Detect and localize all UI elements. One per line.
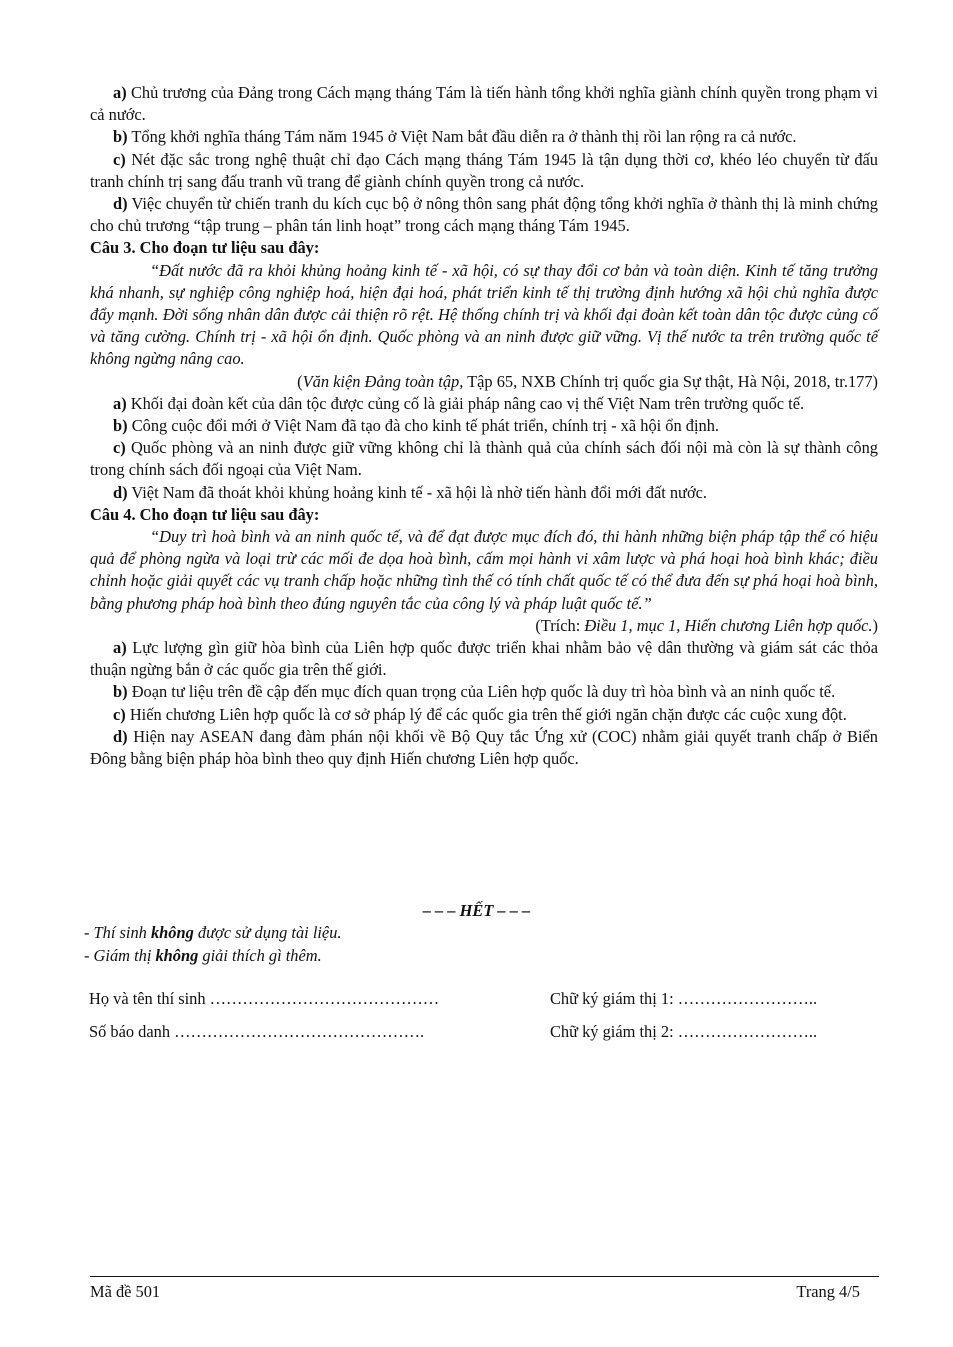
q2-statement-d: d) Việc chuyển từ chiến tranh du kích cục bộ ở nông thôn sang phát động tổng khởi nghĩa ở thành thị là minh chứng cho chủ trương “tập trung – phân tán linh hoạt” trong cách mạng tháng Tám 1945. xyxy=(90,194,878,236)
q4-statement-b: b) Đoạn tư liệu trên đề cập đến mục đích quan trọng của Liên hợp quốc là duy trì hòa bình và an ninh quốc tế. xyxy=(113,682,836,702)
candidate-number-field: Số báo danh ………………………………………. xyxy=(89,1022,425,1041)
candidate-name-field: Họ và tên thí sinh …………………………………… xyxy=(89,989,440,1008)
q4-quote: “Duy trì hoà bình và an ninh quốc tế, và để đạt được mục đích đó, thi hành những biện pháp tập thể có hiệu quả để phòng ngừa và loại trừ các mối đe dọa hoà bình, cấm mọi hành vi xâm lược và phá hoại hoà bình khác; điều chỉnh hoặc giải quyết các vụ tranh chấp hoặc những tình thế có tính chất quốc tế có thể đưa đến sự phá hoại hoà bình, bằng phương pháp hoà bình theo đúng nguyên tắc của công lý và pháp luật quốc tế.” xyxy=(90,527,878,613)
proctor-2-signature-field: Chữ ký giám thị 2: …………………….. xyxy=(550,1022,818,1041)
q2-statement-c: c) Nét đặc sắc trong nghệ thuật chỉ đạo Cách mạng tháng Tám 1945 là tận dụng thời cơ, khéo léo chuyển từ đấu tranh chính trị sang đấu tranh vũ trang để giành chính quyền trong cả nước. xyxy=(90,149,878,191)
proctor-1-signature-field: Chữ ký giám thị 1: …………………….. xyxy=(550,989,818,1008)
q4-statement-a: a) Lực lượng gìn giữ hòa bình của Liên hợp quốc được triển khai nhằm bảo vệ dân thường và giám sát các thỏa thuận ngừng bắn ở các quốc gia trên thế giới. xyxy=(90,638,878,680)
note-candidate: - Thí sinh không được sử dụng tài liệu. xyxy=(84,923,342,942)
q3-statement-b: b) Công cuộc đổi mới ở Việt Nam đã tạo đà cho kinh tế phát triển, chính trị - xã hội ổn định. xyxy=(113,416,720,436)
footer-divider xyxy=(90,1276,879,1277)
note-proctor: - Giám thị không giải thích gì thêm. xyxy=(84,946,322,965)
q2-statement-a: a) Chủ trương của Đảng trong Cách mạng tháng Tám là tiến hành tổng khởi nghĩa giành chính quyền trong phạm vi cả nước. xyxy=(90,83,878,125)
q4-heading: Câu 4. Cho đoạn tư liệu sau đây: xyxy=(90,504,320,524)
exam-code: Mã đề 501 xyxy=(90,1282,161,1301)
exam-notes xyxy=(84,921,342,967)
page-number: Trang 4/5 xyxy=(796,1282,860,1301)
q3-statement-d: d) Việt Nam đã thoát khỏi khủng hoảng kinh tế - xã hội là nhờ tiến hành đổi mới đất nước. xyxy=(113,482,707,502)
q4-statement-c: c) Hiến chương Liên hợp quốc là cơ sở pháp lý để các quốc gia trên thế giới ngăn chặn được các cuộc xung đột. xyxy=(113,704,847,724)
end-mark: – – – HẾT – – – xyxy=(422,901,531,920)
q2-statement-b: b) Tổng khởi nghĩa tháng Tám năm 1945 ở Việt Nam bắt đầu diễn ra ở thành thị rồi lan rộng ra cả nước. xyxy=(113,127,797,147)
q4-source: (Trích: Điều 1, mục 1, Hiến chương Liên hợp quốc.) xyxy=(535,615,878,635)
q3-statement-a: a) Khối đại đoàn kết của dân tộc được củng cố là giải pháp nâng cao vị thế Việt Nam trên trường quốc tế. xyxy=(113,393,805,413)
q3-source: (Văn kiện Đảng toàn tập, Tập 65, NXB Chính trị quốc gia Sự thật, Hà Nội, 2018, tr.177) xyxy=(297,371,878,391)
exam-content xyxy=(90,82,878,770)
q3-heading: Câu 3. Cho đoạn tư liệu sau đây: xyxy=(90,238,320,258)
q3-statement-c: c) Quốc phòng và an ninh được giữ vững không chỉ là thành quả của chính sách đối nội mà còn là sự thành công trong chính sách đối ngoại của Việt Nam. xyxy=(90,438,878,480)
q4-statement-d: d) Hiện nay ASEAN đang đàm phán nội khối về Bộ Quy tắc Ứng xử (COC) nhằm giải quyết tranh chấp ở Biển Đông bằng biện pháp hòa bình theo quy định Hiến chương Liên hợp quốc. xyxy=(90,726,878,769)
q3-quote: “Đất nước đã ra khỏi khủng hoảng kinh tế - xã hội, có sự thay đổi cơ bản và toàn diện. Kinh tế tăng trưởng khá nhanh, sự nghiệp công nghiệp hoá, hiện đại hoá, phát triển kinh tế thị trường định hướng xã hội chủ nghĩa được đẩy mạnh. Đời sống nhân dân được cải thiện rõ rệt. Hệ thống chính trị và khối đại đoàn kết toàn dân tộc được củng cố và tăng cường. Chính trị - xã hội ổn định. Quốc phòng và an ninh được giữ vững. Vị thế nước ta trên trường quốc tế không ngừng nâng cao. xyxy=(90,260,878,369)
